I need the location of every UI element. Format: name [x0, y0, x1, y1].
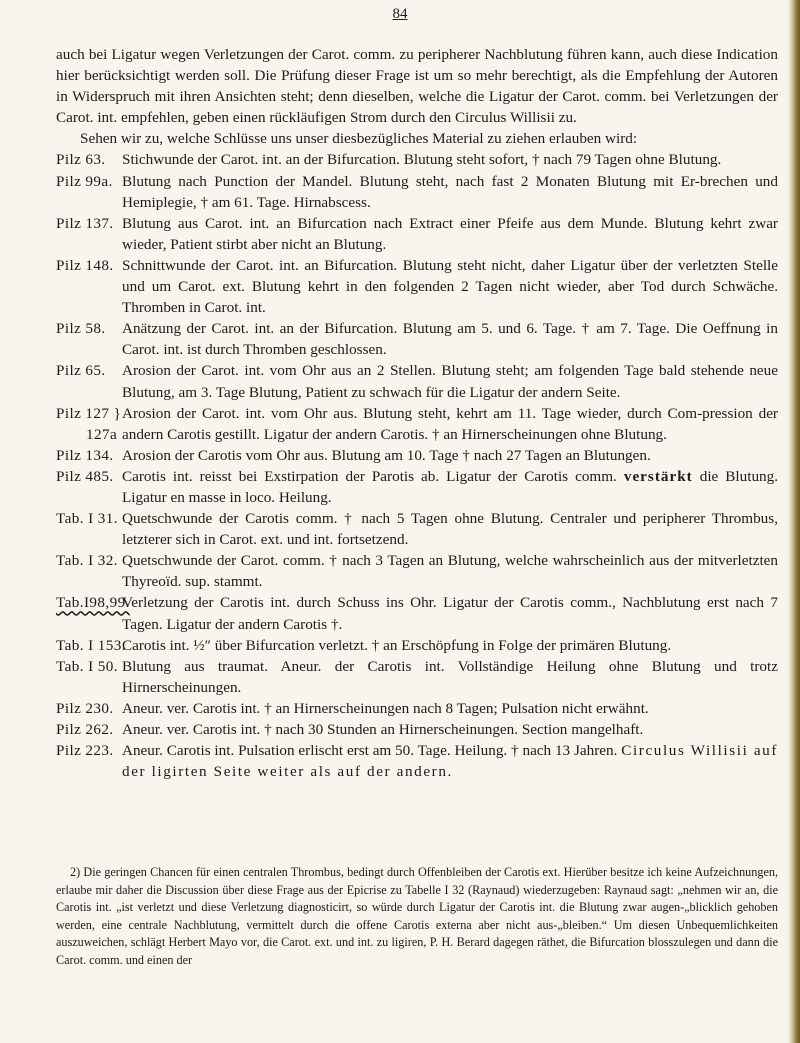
- case-entry: [56, 466, 778, 508]
- case-text: Aneur. Carotis int. Pulsation erlischt erst am 50. Tage. Heilung. † nach 13 Jahren.: [122, 742, 618, 760]
- case-text: Aneur. ver. Carotis int. † nach 30 Stunden an Hirnerscheinungen. Section mangelhaft.: [122, 721, 644, 738]
- case-entry: [56, 171, 778, 213]
- case-label: Pilz 99a.: [56, 172, 113, 190]
- case-entry: [56, 149, 778, 170]
- case-entry: [56, 719, 778, 740]
- case-label: Tab. I 32.: [56, 552, 118, 570]
- case-entry: [56, 213, 778, 255]
- case-label: Pilz 58.: [56, 320, 106, 338]
- case-label: Pilz 262.: [56, 721, 114, 738]
- case-text: Arosion der Carot. int. vom Ohr aus an 2 Stellen. Blutung steht; am folgenden Tage bald stehende neue Blutung, am 3. Tage Blutung, Patient zu schwach für die Ligatur der andern Seite.: [122, 362, 778, 401]
- page-edge: [788, 0, 800, 1043]
- case-text-wrap: [122, 740, 778, 782]
- case-entry: [56, 550, 778, 592]
- case-label: Pilz 485.: [56, 467, 114, 485]
- case-entry: [56, 255, 778, 318]
- footnote: 2) Die geringen Chancen für einen centralen Thrombus, bedingt durch Offenbleiben der Carotis ext. Hierüber besitze ich keine Aufzeichnungen, erlaube mir daher die Discussion über diese Frage aus der Epicrise zu Tabelle I 32 (Raynaud) wiederzugeben: Raynaud sagt: „nehmen wir an, die Carotis int. „ist verletzt und diese Verletzung diagnosticirt, so würde durch Ligatur der Carotis int. die Blutung zwar augen-„blicklich gehoben werden, eine centrale Nachblutung, vermittelt durch die offene Carotis externa aber nicht aus-„bleiben.“ Um diesen Unbequemlichkeiten auszuweichen, schlägt Herbert Mayo vor, die Carot. ext. und int. zu ligiren, P. H. Berard dagegen räthet, die Bifurcation blosszulegen und dann die Carot. comm. und einen der: [56, 865, 778, 967]
- case-text: Quetschwunde der Carot. comm. † nach 3 Tagen an Blutung, welche wahrscheinlich aus der mitverletzten Thyreoïd. sup. stammt.: [122, 552, 778, 591]
- case-label-line: Pilz 127 }: [56, 404, 122, 422]
- case-text: Carotis int. ½″ über Bifurcation verletzt. † an Erschöpfung in Folge der primären Blutung.: [122, 636, 672, 654]
- case-text: Blutung nach Punction der Mandel. Blutung steht, nach fast 2 Monaten Blutung mit Er-brechen und Hemiplegie, † am 61. Tage. Hirnabscess.: [122, 172, 778, 211]
- case-label: Pilz 63.: [56, 151, 106, 169]
- case-label: Pilz 134.: [56, 446, 114, 464]
- case-text: Arosion der Carot. int. vom Ohr aus. Blutung steht, kehrt am 11. Tage wieder, durch Com-pression der andern Carotis gestillt. Ligatur der andern Carotis. † an Hirnerscheinungen ohne Blutung.: [122, 404, 778, 443]
- case-entry: [56, 508, 778, 550]
- case-label: Tab.I98,99.: [56, 594, 130, 612]
- footnote-block: [56, 864, 778, 970]
- case-label: Pilz 230.: [56, 699, 114, 717]
- case-label: Pilz 223.: [56, 742, 114, 760]
- case-text-cont: die Blutung. Ligatur en masse in loco. Heilung.: [122, 467, 779, 506]
- case-entry: [56, 635, 778, 656]
- case-text: Arosion der Carotis vom Ohr aus. Blutung am 10. Tage † nach 27 Tagen an Blutungen.: [122, 446, 651, 464]
- case-label: Tab. I 50.: [56, 657, 118, 675]
- case-text-wrap: [122, 466, 778, 508]
- case-text: Quetschwunde der Carotis comm. † nach 5 Tagen ohne Blutung. Centraler und peripherer Thrombus, letzterer sich in Carot. ext. und int. fortsetzend.: [122, 510, 778, 549]
- lead-paragraph: Sehen wir zu, welche Schlüsse uns unser diesbezügliches Material zu ziehen erlauben wird:: [80, 130, 638, 148]
- page-number: 84: [392, 6, 408, 22]
- case-entry: [56, 360, 778, 402]
- case-text: Blutung aus Carot. int. an Bifurcation nach Extract einer Pfeife aus dem Munde. Blutung kehrt zwar wieder, Patient stirbt aber nicht an Blutung.: [122, 214, 778, 253]
- case-label: Tab. I 153.: [56, 636, 126, 654]
- case-label: Pilz 137.: [56, 214, 114, 232]
- case-text: Verletzung der Carotis int. durch Schuss ins Ohr. Ligatur der Carotis comm., Nachblutung erst nach 7 Tagen. Ligatur der andern Carotis †.: [122, 594, 778, 633]
- case-text: Carotis int. reisst bei Exstirpation der Parotis ab. Ligatur der Carotis comm.: [122, 467, 617, 485]
- case-text: Schnittwunde der Carot. int. an Bifurcation. Blutung steht nicht, daher Ligatur über der verletzten Stelle und um Carot. ext. Blutung kehrt in den folgenden 2 Tagen nicht wieder, aber Tod durch Schwäche. Thromben in Carot. int.: [122, 256, 778, 317]
- case-entry: [56, 698, 778, 719]
- intro-paragraph: auch bei Ligatur wegen Verletzungen der Carot. comm. zu peripherer Nachblutung führen kann, auch diese Indication hier berücksichtigt werden soll. Die Prüfung dieser Frage ist um so mehr berechtigt, als die Empfehlung der Autoren in Widerspruch mit ihren Ansichten steht; denn dieselben, welche die Ligatur der Carot. comm. bei Verletzungen der Carot. int. empfehlen, geben einen rückläufigen Strom durch den Circulus Willisii zu.: [56, 46, 778, 127]
- case-label: [56, 403, 122, 445]
- case-list: [56, 149, 778, 782]
- case-label: Pilz 148.: [56, 256, 114, 274]
- case-text: Aneur. ver. Carotis int. † an Hirnerscheinungen nach 8 Tagen; Pulsation nicht erwähnt.: [122, 699, 649, 717]
- case-entry: [56, 318, 778, 360]
- case-label: Tab. I 31.: [56, 510, 118, 528]
- spaced-text: Circulus Willisii auf der ligirten Seite weiter als auf der andern.: [122, 742, 779, 781]
- case-label: Pilz 65.: [56, 362, 106, 380]
- case-text: Anätzung der Carot. int. an der Bifurcation. Blutung am 5. und 6. Tage. † am 7. Tage. Die Oeffnung in Carot. int. ist durch Thromben geschlossen.: [122, 320, 778, 359]
- case-text: Stichwunde der Carot. int. an der Bifurcation. Blutung steht sofort, † nach 79 Tagen ohne Blutung.: [122, 151, 722, 169]
- case-entry: [56, 445, 778, 466]
- main-text: [56, 44, 778, 782]
- case-label-line: 127a: [86, 425, 118, 443]
- case-entry: [56, 403, 778, 445]
- case-text: Blutung aus traumat. Aneur. der Carotis int. Vollständige Heilung ohne Blutung und trotz Hirnerscheinungen.: [122, 657, 778, 696]
- case-entry: [56, 656, 778, 698]
- case-entry: [56, 592, 778, 634]
- case-entry: [56, 740, 778, 782]
- emphasis-word: verstärkt: [623, 467, 693, 485]
